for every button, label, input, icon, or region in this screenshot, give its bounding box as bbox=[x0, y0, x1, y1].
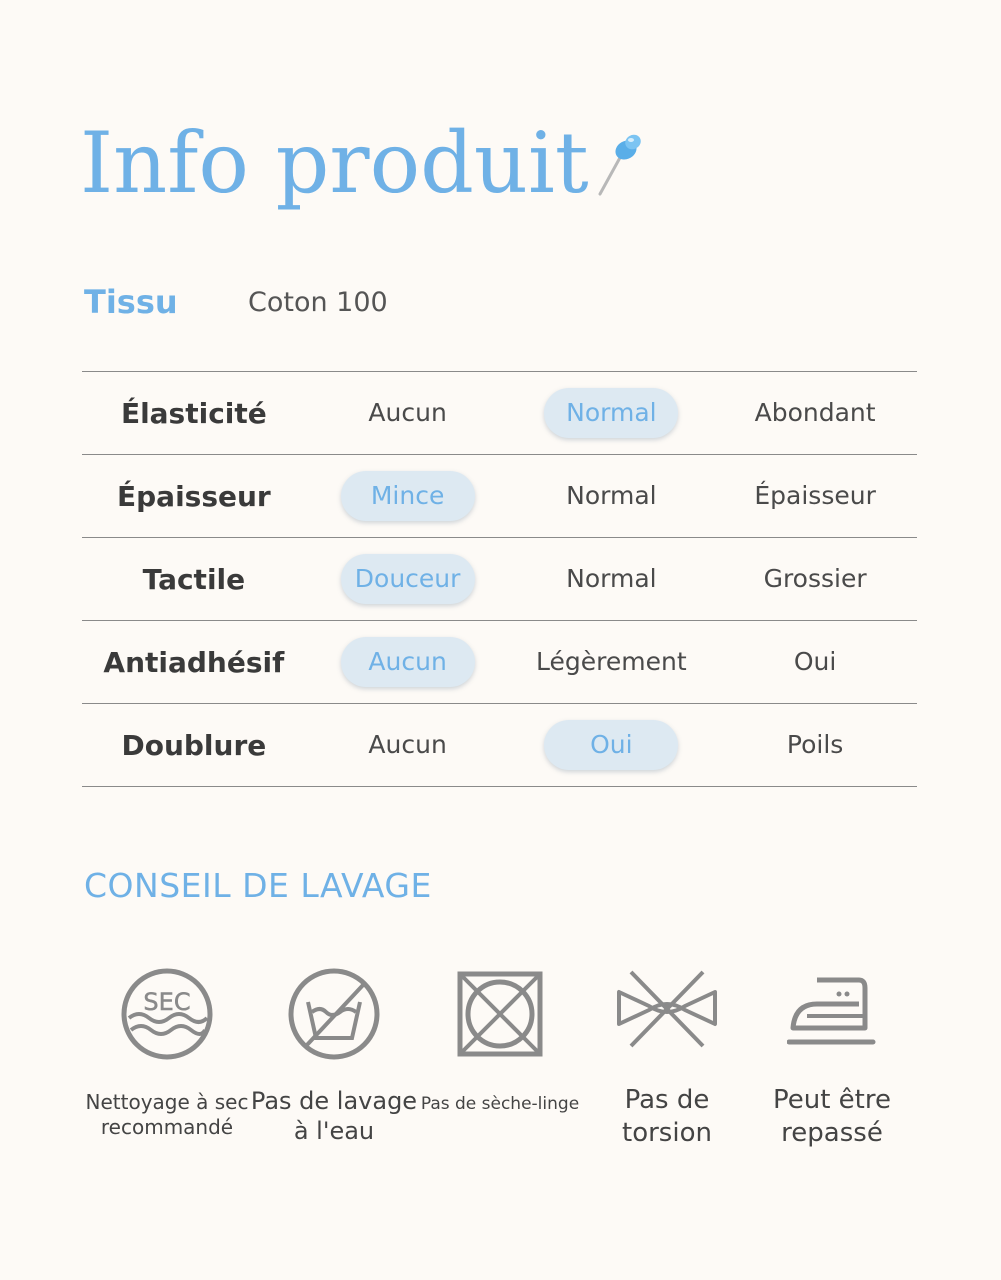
property-option: Grossier bbox=[763, 564, 867, 593]
property-option: Oui bbox=[793, 647, 837, 676]
property-row-thickness bbox=[82, 455, 917, 538]
care-item-iron bbox=[747, 966, 917, 1149]
fabric-value: Coton 100 bbox=[248, 286, 388, 318]
care-label: repassé bbox=[781, 1117, 883, 1148]
property-label: Épaisseur bbox=[117, 479, 271, 513]
fabric-row bbox=[84, 280, 388, 324]
property-option: Légèrement bbox=[536, 647, 687, 676]
no-wring-icon bbox=[615, 966, 719, 1052]
care-label: torsion bbox=[622, 1117, 712, 1148]
property-row-lining bbox=[82, 704, 917, 787]
dry-clean-icon bbox=[119, 966, 215, 1062]
property-option-selected: Mince bbox=[341, 471, 475, 521]
pushpin-icon bbox=[592, 130, 652, 200]
fabric-label: Tissu bbox=[84, 283, 178, 321]
care-label: recommandé bbox=[100, 1115, 234, 1139]
property-option-selected: Douceur bbox=[341, 554, 475, 604]
properties-table bbox=[82, 371, 917, 787]
iron-icon bbox=[787, 966, 877, 1052]
washing-title: CONSEIL DE LAVAGE bbox=[84, 866, 432, 905]
care-label: à l'eau bbox=[293, 1117, 375, 1145]
property-option: Aucun bbox=[368, 398, 447, 427]
property-option: Épaisseur bbox=[754, 481, 876, 510]
care-item-no-tumble-dry bbox=[415, 966, 585, 1115]
property-option-selected: Aucun bbox=[341, 637, 475, 687]
no-water-wash-icon bbox=[286, 966, 382, 1062]
care-item-no-water-wash bbox=[249, 966, 419, 1146]
care-label: Peut être bbox=[773, 1085, 891, 1115]
property-option: Normal bbox=[566, 481, 657, 510]
no-tumble-dry-icon bbox=[452, 966, 548, 1062]
care-label: Pas de bbox=[624, 1085, 710, 1115]
care-item-dry-clean bbox=[82, 966, 252, 1140]
property-label: Doublure bbox=[121, 728, 267, 762]
property-option: Aucun bbox=[368, 730, 447, 759]
property-row-elasticity bbox=[82, 372, 917, 455]
property-option: Abondant bbox=[754, 398, 876, 427]
property-option-selected: Oui bbox=[544, 720, 678, 770]
care-label: Pas de lavage bbox=[250, 1087, 418, 1115]
property-row-touch bbox=[82, 538, 917, 621]
property-option: Normal bbox=[566, 564, 657, 593]
page-title: Info produit bbox=[80, 114, 589, 212]
property-option-selected: Normal bbox=[544, 388, 678, 438]
care-label: Pas de sèche-linge bbox=[420, 1094, 580, 1114]
dry-clean-icon-text: SEC bbox=[143, 988, 191, 1016]
property-label: Antiadhésif bbox=[103, 645, 285, 679]
property-label: Tactile bbox=[142, 562, 246, 596]
property-label: Élasticité bbox=[120, 396, 267, 430]
property-row-antistick bbox=[82, 621, 917, 704]
property-option: Poils bbox=[786, 730, 844, 759]
care-label: Nettoyage à sec bbox=[85, 1090, 249, 1114]
care-item-no-wring bbox=[582, 966, 752, 1149]
